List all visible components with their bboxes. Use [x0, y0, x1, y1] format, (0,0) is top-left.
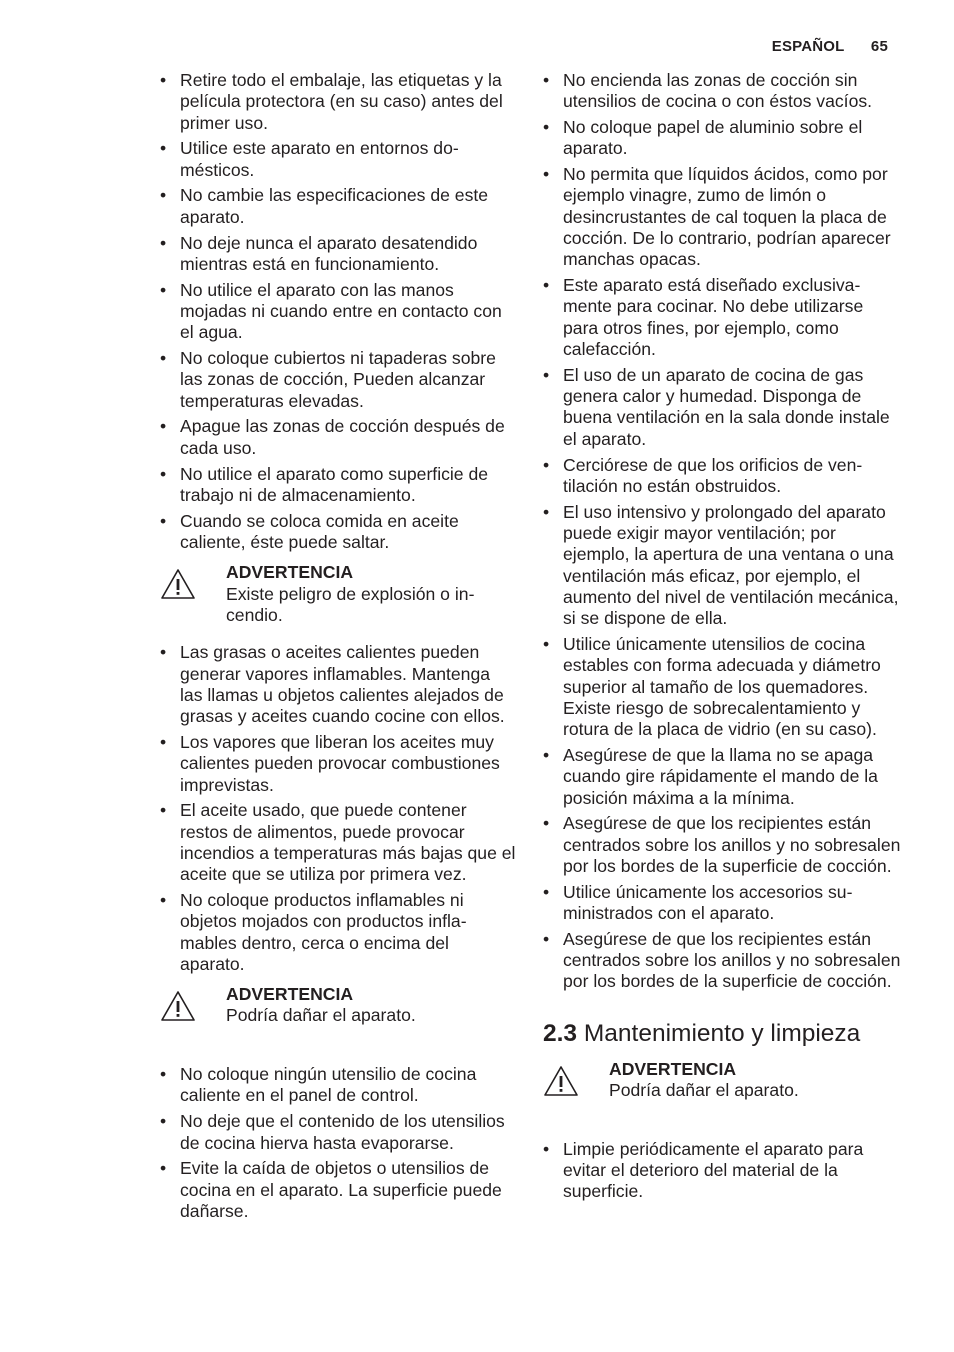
- list-item: • Limpie periódicamente el aparato para evitar el deterioro del material de la superficie.: [543, 1139, 901, 1203]
- warning-triangle-icon: [160, 568, 196, 600]
- page-header: [772, 38, 888, 55]
- list-item: • El uso de un aparato de cocina de gas genera calor y humedad. Disponga de buena ventilación en la sala donde instale el aparato.: [543, 365, 901, 450]
- section-heading: [543, 1019, 901, 1049]
- list-item: • No coloque cubiertos ni tapaderas sobre las zonas de cocción, Pueden alcanzar temperaturas elevadas.: [160, 348, 516, 412]
- list-item: • Asegúrese de que los recipientes están centrados sobre los anillos y no sobresalen por los bordes de la superficie de cocción.: [543, 813, 901, 877]
- warning-box: [160, 984, 516, 1048]
- list-item: • No deje que el contenido de los utensilios de cocina hierva hasta evaporarse.: [160, 1111, 516, 1154]
- list-item: • Asegúrese de que la llama no se apaga cuando gire rápidamente el mando de la posición máxima a la mínima.: [543, 745, 901, 809]
- list-item: • No coloque productos inflamables ni objetos mojados con productos inflamables dentro, cerca o encima del aparato.: [160, 890, 516, 975]
- list-item: • Apague las zonas de cocción después de cada uso.: [160, 416, 516, 459]
- list-item: • Los vapores que liberan los aceites muy calientes pueden provocar combustiones imprevistas.: [160, 732, 516, 796]
- warning-title: ADVERTENCIA: [226, 562, 354, 583]
- warning-text: Existe peligro de explosión o incendio.: [226, 583, 475, 625]
- warning-triangle-icon: [543, 1065, 579, 1097]
- warning-box: [160, 562, 516, 626]
- header-language: ESPAÑOL: [771, 38, 845, 55]
- list-item: • No utilice el aparato como superficie de trabajo ni de almacenamiento.: [160, 464, 516, 507]
- list-item: • No utilice el aparato con las manos mojadas ni cuando entre en contacto con el agua.: [160, 280, 516, 344]
- list-item: • No coloque ningún utensilio de cocina caliente en el panel de control.: [160, 1064, 516, 1107]
- list-item: • Asegúrese de que los recipientes están centrados sobre los anillos y no sobresalen por los bordes de la superficie de cocción.: [543, 929, 901, 993]
- page-number: 65: [870, 38, 888, 55]
- list-item: • El uso intensivo y prolongado del aparato puede exigir mayor ventilación; por ejemplo, la apertura de una ventana o una ventilación más eficaz, por ejemplo, el aumento del nivel de ventilación mecánica, si se dispone de ella.: [543, 502, 901, 630]
- warning-triangle-icon: [160, 990, 196, 1022]
- section-title: Mantenimiento y limpieza: [583, 1019, 861, 1047]
- list-item: • Evite la caída de objetos o utensilios de cocina en el aparato. La superficie puede dañarse.: [160, 1158, 516, 1222]
- list-item: • Utilice únicamente utensilios de cocina estables con forma adecuada y diámetro superior al tamaño de los quemadores. Existe riesgo de sobrecalentamiento y rotura de la placa de vidrio (en su caso).: [543, 634, 901, 740]
- right-column: [543, 70, 901, 1207]
- list-item: • No cambie las especificaciones de este aparato.: [160, 185, 516, 228]
- section-number: 2.3: [543, 1019, 578, 1047]
- bullet-list: [160, 1064, 516, 1222]
- list-item: • Cerciórese de que los orificios de ventilación no están obstruidos.: [543, 455, 901, 498]
- bullet-list: [543, 70, 901, 993]
- bullet-list: [160, 70, 516, 553]
- list-item: • Cuando se coloca comida en aceite caliente, éste puede saltar.: [160, 511, 516, 554]
- list-item: • Retire todo el embalaje, las etiquetas y la película protectora (en su caso) antes del primer uso.: [160, 70, 516, 134]
- warning-text: Podría dañar el aparato.: [609, 1079, 799, 1100]
- list-item: • El aceite usado, que puede contener restos de alimentos, puede provocar incendios a temperaturas más bajas que el aceite que se utiliza por primera vez.: [160, 800, 516, 885]
- warning-title: ADVERTENCIA: [609, 1058, 737, 1079]
- list-item: • Utilice este aparato en entornos domésticos.: [160, 138, 516, 181]
- bullet-list: [160, 642, 516, 975]
- list-item: • No encienda las zonas de cocción sin utensilios de cocina o con éstos vacíos.: [543, 70, 901, 113]
- warning-box: [543, 1059, 901, 1123]
- list-item: • Este aparato está diseñado exclusivamente para cocinar. No debe utilizarse para otros fines, por ejemplo, como calefacción.: [543, 275, 901, 360]
- bullet-list: [543, 1139, 901, 1203]
- warning-text: Podría dañar el aparato.: [226, 1005, 416, 1026]
- list-item: • Las grasas o aceites calientes pueden generar vapores inflamables. Mantenga las llamas u objetos calientes alejados de grasas y aceites cuando cocine con ellos.: [160, 642, 516, 727]
- list-item: • Utilice únicamente los accesorios suministrados con el aparato.: [543, 882, 901, 925]
- left-column: [160, 70, 516, 1227]
- warning-title: ADVERTENCIA: [226, 984, 354, 1005]
- list-item: • No deje nunca el aparato desatendido mientras está en funcionamiento.: [160, 233, 516, 276]
- list-item: • No permita que líquidos ácidos, como por ejemplo vinagre, zumo de limón o desincrustantes de cal toquen la placa de cocción. De lo contrario, podrían aparecer manchas opacas.: [543, 164, 901, 270]
- list-item: • No coloque papel de aluminio sobre el aparato.: [543, 117, 901, 160]
